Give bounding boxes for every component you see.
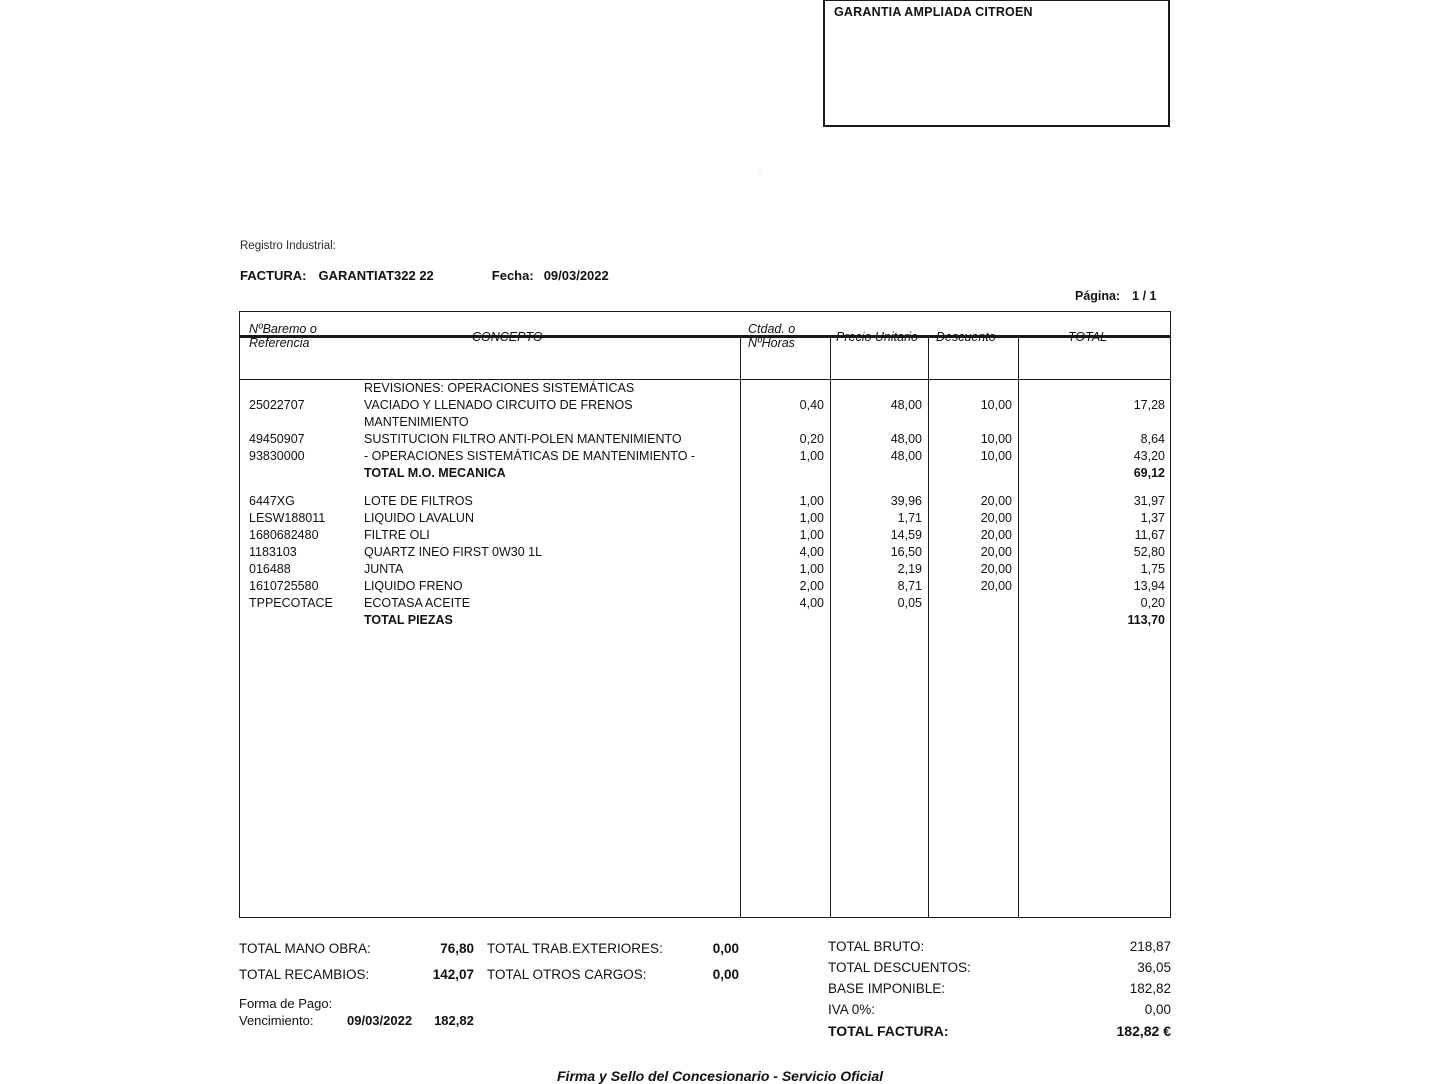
cell-concept: MANTENIMIENTO (364, 415, 469, 429)
cell-reference: 93830000 (249, 449, 305, 463)
cell-total: 113,70 (1127, 613, 1165, 627)
totals-left-label-primary: TOTAL RECAMBIOS: (239, 967, 370, 982)
cell-concept: LIQUIDO FRENO (364, 579, 463, 593)
table-row (240, 397, 1170, 414)
vencimiento-row (239, 1013, 474, 1028)
cell-reference: 6447XG (249, 494, 295, 508)
cell-concept: SUSTITUCION FILTRO ANTI-POLEN MANTENIMIENTO (364, 432, 682, 446)
table-row-spacer (240, 482, 1170, 493)
cell-total: 69,12 (1133, 466, 1165, 480)
column-header-quantity-line1: Ctdad. o (748, 322, 796, 336)
cell-total: 43,20 (1133, 449, 1165, 463)
cell-reference: 49450907 (249, 432, 305, 446)
table-row (240, 612, 1170, 629)
factura-label: FACTURA: (240, 268, 307, 283)
table-row (240, 595, 1170, 612)
cell-quantity: 1,00 (799, 449, 824, 463)
cell-concept: TOTAL PIEZAS (364, 613, 453, 627)
cell-quantity: 1,00 (799, 528, 824, 542)
table-row (240, 578, 1170, 595)
scan-artifact-mark: s (757, 165, 763, 179)
cell-quantity: 0,20 (799, 432, 824, 446)
table-row (240, 493, 1170, 510)
table-header-row (240, 338, 1170, 380)
cell-total: 17,28 (1133, 398, 1165, 412)
totals-right-label: BASE IMPONIBLE: (828, 981, 946, 996)
table-row (240, 465, 1170, 482)
cell-discount: 20,00 (980, 579, 1012, 593)
cell-unit-price: 48,00 (890, 398, 922, 412)
vencimiento-date: 09/03/2022 (347, 1013, 413, 1028)
cell-unit-price: 39,96 (890, 494, 922, 508)
cell-quantity: 1,00 (799, 511, 824, 525)
cell-concept: JUNTA (364, 562, 404, 576)
totals-left-label-secondary: TOTAL TRAB.EXTERIORES: (487, 941, 663, 956)
table-row (240, 414, 1170, 431)
cell-concept: - OPERACIONES SISTEMÁTICAS DE MANTENIMIENTO - (364, 449, 696, 463)
cell-total: 1,75 (1140, 562, 1165, 576)
column-header-quantity (748, 322, 795, 350)
payment-block (239, 996, 474, 1028)
cell-discount: 20,00 (980, 528, 1012, 542)
cell-concept: REVISIONES: OPERACIONES SISTEMÁTICAS (364, 381, 635, 395)
cell-reference: 1183103 (249, 545, 297, 559)
table-row (240, 544, 1170, 561)
vencimiento-label: Vencimiento: (239, 1013, 314, 1028)
totals-right-row (828, 936, 1171, 957)
cell-unit-price: 48,00 (890, 432, 922, 446)
cell-discount: 10,00 (980, 449, 1012, 463)
table-row (240, 561, 1170, 578)
cell-reference: 25022707 (249, 398, 305, 412)
cell-quantity: 4,00 (799, 596, 824, 610)
invoice-header-line (240, 268, 609, 283)
cell-quantity: 2,00 (799, 579, 824, 593)
factura-number: GARANTIAT322 22 (318, 268, 434, 283)
cell-concept: FILTRE OLI (364, 528, 430, 542)
table-top-band (240, 312, 1170, 338)
warranty-title: GARANTIA AMPLIADA CITROEN (834, 5, 1033, 19)
cell-concept: TOTAL M.O. MECANICA (364, 466, 506, 480)
totals-left-value-secondary: 0,00 (712, 941, 739, 956)
totals-right-value: 182,82 (1129, 981, 1171, 996)
cell-discount: 20,00 (980, 562, 1012, 576)
cell-discount: 10,00 (980, 398, 1012, 412)
cell-discount: 10,00 (980, 432, 1012, 446)
fecha-value: 09/03/2022 (543, 268, 609, 283)
cell-quantity: 1,00 (799, 562, 824, 576)
table-row (240, 527, 1170, 544)
table-row (240, 431, 1170, 448)
cell-concept: LOTE DE FILTROS (364, 494, 473, 508)
cell-discount: 20,00 (980, 545, 1012, 559)
cell-unit-price: 16,50 (890, 545, 922, 559)
cell-unit-price: 0,05 (897, 596, 922, 610)
totals-left-value-secondary: 0,00 (712, 967, 739, 982)
table-body (240, 380, 1170, 629)
totals-right-row (828, 999, 1171, 1020)
cell-reference: TPPECOTACE (249, 596, 333, 610)
totals-right-value: 218,87 (1129, 939, 1171, 954)
column-header-total: TOTAL (1068, 330, 1108, 344)
totals-right-value: 182,82 € (1116, 1023, 1171, 1039)
cell-total: 1,37 (1140, 511, 1165, 525)
cell-quantity: 1,00 (799, 494, 824, 508)
totals-right-label: TOTAL FACTURA: (828, 1023, 949, 1039)
column-header-concept: CONCEPTO (472, 330, 543, 344)
totals-left-value-primary: 142,07 (432, 967, 474, 982)
pagina-label: Página: (1075, 289, 1121, 303)
cell-quantity: 4,00 (799, 545, 824, 559)
column-header-reference (249, 322, 317, 350)
warranty-box (823, 0, 1170, 127)
cell-concept: QUARTZ INEO FIRST 0W30 1L (364, 545, 543, 559)
table-row (240, 380, 1170, 397)
column-header-reference-line2: Referencia (249, 336, 310, 350)
cell-reference: 016488 (249, 562, 291, 576)
cell-reference: 1680682480 (249, 528, 319, 542)
cell-total: 52,80 (1133, 545, 1165, 559)
cell-discount: 20,00 (980, 511, 1012, 525)
cell-unit-price: 8,71 (897, 579, 922, 593)
totals-right-label: IVA 0%: (828, 1002, 876, 1017)
totals-right-label: TOTAL BRUTO: (828, 939, 925, 954)
cell-unit-price: 14,59 (890, 528, 922, 542)
totals-right-label: TOTAL DESCUENTOS: (828, 960, 971, 975)
totals-right-value: 36,05 (1137, 960, 1171, 975)
cell-concept: ECOTASA ACEITE (364, 596, 471, 610)
totals-right-row (828, 978, 1171, 999)
table-row (240, 448, 1170, 465)
cell-unit-price: 1,71 (897, 511, 922, 525)
totals-right-block (828, 936, 1171, 1043)
cell-total: 8,64 (1140, 432, 1165, 446)
cell-unit-price: 48,00 (890, 449, 922, 463)
cell-total: 11,67 (1134, 528, 1165, 542)
totals-left-label-primary: TOTAL MANO OBRA: (239, 941, 371, 956)
totals-right-row (828, 957, 1171, 978)
page-indicator (1075, 289, 1156, 303)
cell-reference: 1610725580 (249, 579, 319, 593)
column-header-discount: Descuento (936, 330, 996, 344)
cell-concept: VACIADO Y LLENADO CIRCUITO DE FRENOS (364, 398, 633, 412)
pagina-value: 1 / 1 (1132, 289, 1157, 303)
cell-quantity: 0,40 (799, 398, 824, 412)
signature-footer: Firma y Sello del Concesionario - Servicio Oficial (557, 1068, 883, 1084)
cell-unit-price: 2,19 (897, 562, 922, 576)
totals-left-label-secondary: TOTAL OTROS CARGOS: (487, 967, 647, 982)
forma-de-pago-label: Forma de Pago: (239, 996, 333, 1011)
cell-reference: LESW188011 (249, 511, 326, 525)
fecha-label: Fecha: (491, 268, 534, 283)
totals-left-value-primary: 76,80 (440, 941, 474, 956)
cell-concept: LIQUIDO LAVALUN (364, 511, 474, 525)
grand-total-row (828, 1020, 1171, 1043)
cell-total: 13,94 (1133, 579, 1165, 593)
line-items-table (239, 311, 1171, 918)
registro-industrial-label: Registro Industrial: (240, 240, 336, 252)
vencimiento-amount: 182,82 (434, 1013, 474, 1028)
column-header-reference-line1: NºBaremo o (249, 322, 317, 336)
column-header-unit-price: Precio Unitario (836, 330, 918, 344)
totals-right-value: 0,00 (1144, 1002, 1171, 1017)
cell-total: 31,97 (1133, 494, 1165, 508)
cell-discount: 20,00 (980, 494, 1012, 508)
column-header-quantity-line2: NºHoras (748, 336, 795, 350)
cell-total: 0,20 (1140, 596, 1165, 610)
table-row (240, 510, 1170, 527)
